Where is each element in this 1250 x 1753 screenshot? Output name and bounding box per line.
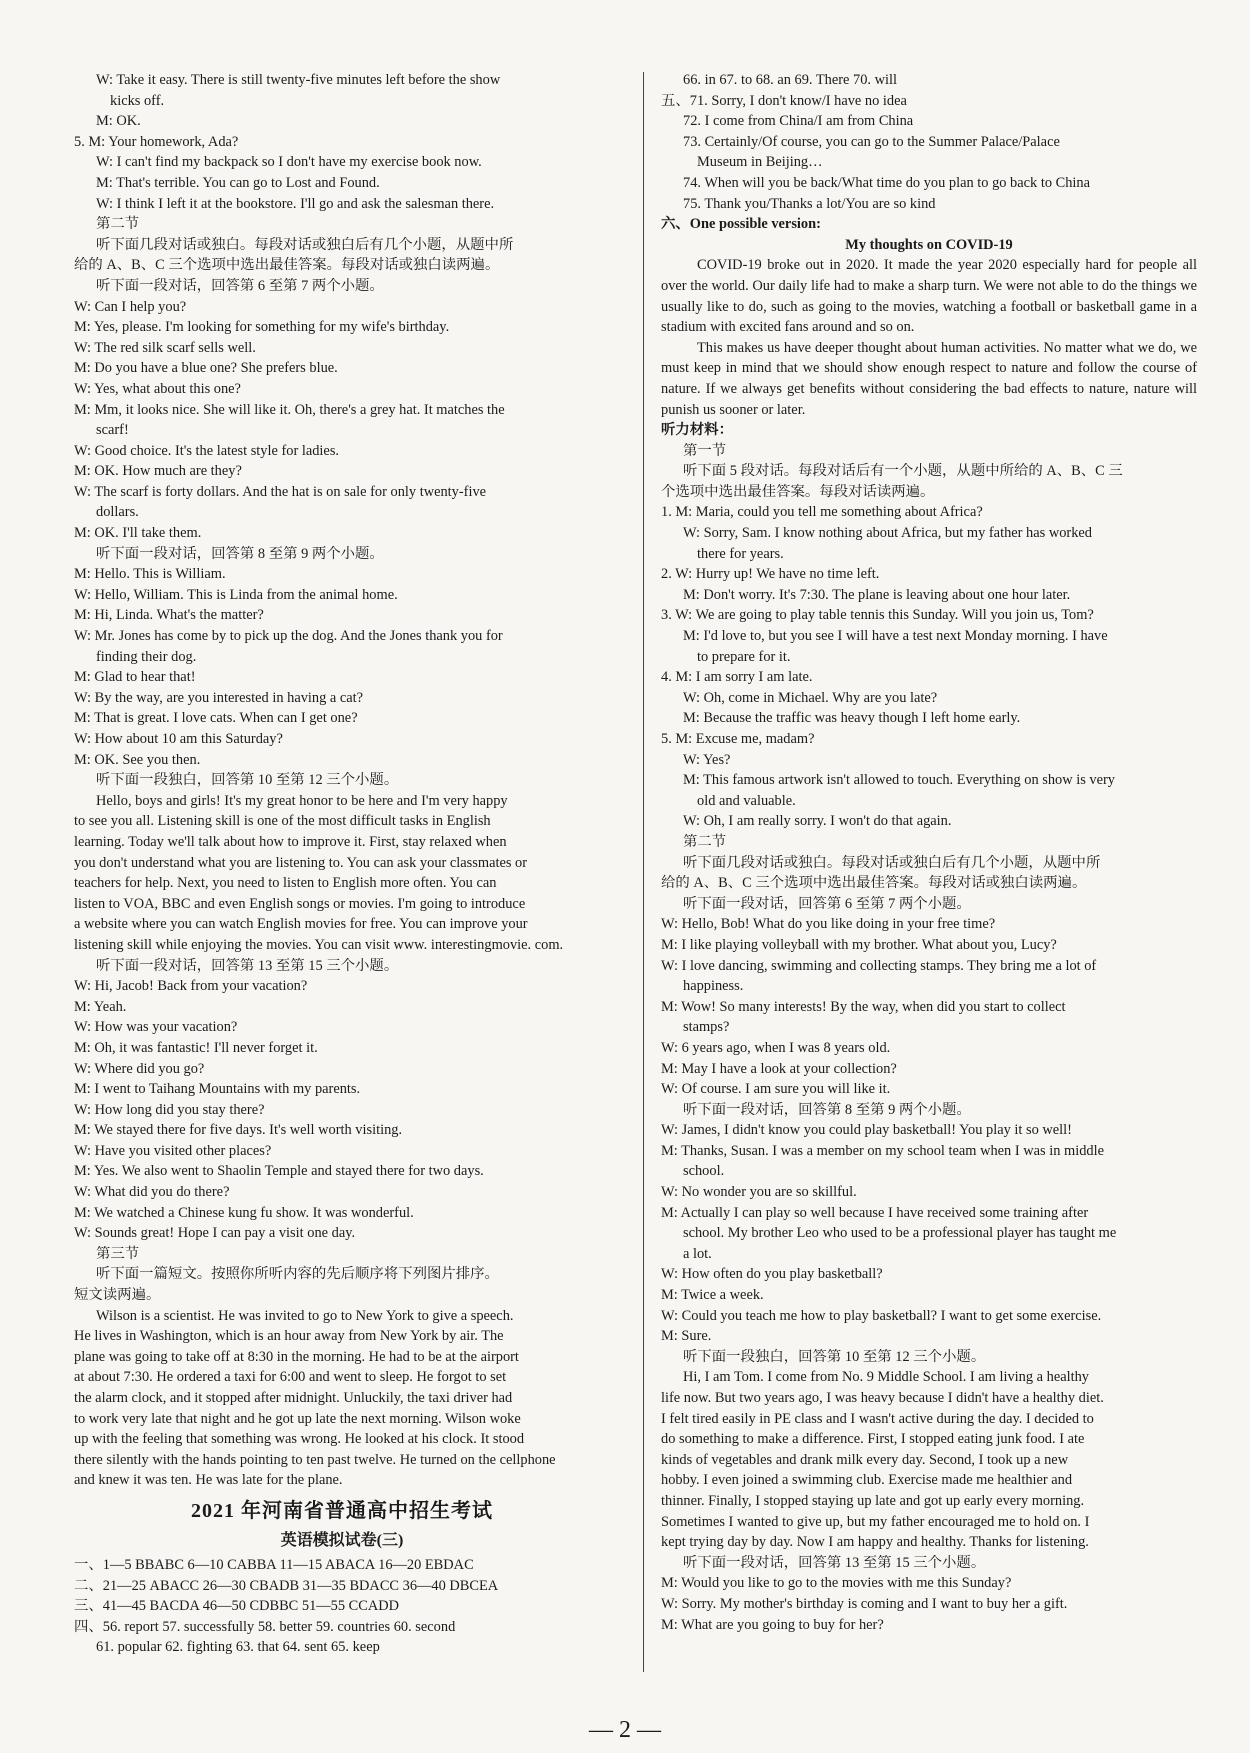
text-line: W: I think I left it at the bookstore. I'll go and ask the salesman there. — [96, 195, 495, 212]
text-line: hobby. I even joined a swimming club. Exercise made me healthier and — [661, 1472, 1073, 1489]
text-line: M: Sure. — [661, 1328, 712, 1345]
text-line: 2. W: Hurry up! We have no time left. — [661, 566, 880, 583]
text-line: stamps? — [683, 1019, 730, 1036]
text-line: 听下面几段对话或独白。每段对话或独白后有几个小题，从题中所 — [683, 854, 1101, 871]
text-line: W: Hi, Jacob! Back from your vacation? — [74, 978, 308, 995]
text-line: M: OK. How much are they? — [74, 463, 242, 480]
text-line: 第二节 — [96, 216, 140, 233]
text-line: M: OK. See you then. — [74, 751, 201, 768]
text-line: 61. popular 62. fighting 63. that 64. sent 65. keep — [96, 1639, 380, 1656]
text-line: W: Sorry. My mother's birthday is coming and I want to buy her a gift. — [661, 1595, 1068, 1612]
right-top-lines — [661, 70, 1197, 235]
text-line: dollars. — [96, 504, 139, 521]
text-line: M: Hi, Linda. What's the matter? — [74, 607, 264, 624]
exam-title: 2021 年河南省普通高中招生考试 — [191, 1499, 493, 1522]
text-line: kept trying day by day. Now I am happy and healthy. Thanks for listening. — [661, 1534, 1089, 1551]
text-line: W: Have you visited other places? — [74, 1142, 272, 1159]
text-line: W: How about 10 am this Saturday? — [74, 731, 283, 747]
text-line: M: Hello. This is William. — [74, 566, 226, 583]
text-line: W: Could you teach me how to play basketball? I want to get some exercise. — [661, 1307, 1102, 1324]
text-line: M: We stayed there for five days. It's well worth visiting. — [74, 1122, 403, 1139]
essay-title: My thoughts on COVID-19 — [845, 236, 1013, 253]
text-line: school. My brother Leo who used to be a professional player has taught me — [683, 1225, 1117, 1242]
text-line: kicks off. — [110, 92, 165, 109]
text-line: up with the feeling that something was wrong. He looked at his clock. It stood — [74, 1431, 525, 1448]
text-line: W: Yes, what about this one? — [74, 380, 241, 397]
text-line: M: OK. — [96, 113, 141, 130]
text-line: M: Twice a week. — [661, 1287, 764, 1304]
text-line: 四、56. report 57. successfully 58. better 59. countries 60. second — [74, 1618, 456, 1635]
text-line: listening skill while enjoying the movies. You can visit www. interestingmovie. com. — [74, 936, 564, 953]
text-line: W: The scarf is forty dollars. And the hat is on sale for only twenty-five — [74, 483, 487, 500]
text-line: and knew it was ten. He was late for the plane. — [74, 1472, 343, 1489]
text-line: a lot. — [683, 1245, 712, 1262]
text-line: happiness. — [683, 978, 744, 995]
text-line: there silently with the hands pointing to ten past twelve. He turned on the cellphone — [74, 1451, 556, 1468]
text-line: old and valuable. — [697, 792, 796, 809]
text-line: M: OK. I'll take them. — [74, 525, 202, 542]
text-line: 第三节 — [96, 1245, 140, 1262]
text-line: 73. Certainly/Of course, you can go to the Summer Palace/Palace — [683, 133, 1060, 150]
text-line: W: Mr. Jones has come by to pick up the dog. And the Jones thank you for — [74, 628, 503, 645]
right-bottom-lines — [661, 420, 1197, 1635]
text-line: M: Glad to hear that! — [74, 669, 196, 686]
text-line: 75. Thank you/Thanks a lot/You are so kind — [683, 195, 936, 212]
essay-paragraph-2: This makes us have deeper thought about human activities. No matter what we do, we must keep in mind that we should show enough respect to nature and follow the course of nature. If we always get benefits without considering the bad effects to nature, nature will punish us sooner or later. — [661, 339, 1197, 418]
text-line: to see you all. Listening skill is one of the most difficult tasks in English — [74, 813, 491, 830]
text-line: learning. Today we'll talk about how to improve it. First, stay relaxed when — [74, 833, 507, 850]
text-line: 听下面一段对话，回答第 8 至第 9 两个小题。 — [683, 1101, 971, 1118]
text-line: 听下面一段独白，回答第 10 至第 12 三个小题。 — [96, 772, 399, 789]
text-line: scarf! — [96, 422, 129, 439]
essay-paragraph-1: COVID-19 broke out in 2020. It made the year 2020 especially hard for people all over the world. Our daily life had to make a sharp turn. We were not able to do the things we usually like to do, such as going to the movies, watching a football or basketball game in a stadium with excited fans around and so on. — [661, 257, 1197, 336]
text-line: M: May I have a look at your collection? — [661, 1060, 897, 1077]
text-line: 听下面一段对话，回答第 13 至第 15 三个小题。 — [683, 1554, 986, 1571]
text-line: W: I love dancing, swimming and collecting stamps. They bring me a lot of — [661, 957, 1097, 974]
text-line: M: Mm, it looks nice. She will like it. Oh, there's a grey hat. It matches the — [74, 401, 505, 418]
text-line: Hi, I am Tom. I come from No. 9 Middle School. I am living a healthy — [683, 1369, 1089, 1386]
text-line: there for years. — [697, 545, 784, 562]
text-line: thinner. Finally, I stopped staying up late and got up early every morning. — [661, 1492, 1085, 1509]
text-line: 72. I come from China/I am from China — [683, 113, 914, 130]
text-line: 5. M: Excuse me, madam? — [661, 731, 815, 747]
text-line: M: Because the traffic was heavy though I left home early. — [683, 710, 1021, 727]
text-line: M: Do you have a blue one? She prefers blue. — [74, 360, 338, 377]
text-line: W: How was your vacation? — [74, 1019, 238, 1036]
exam-subtitle: 英语模拟试卷(三) — [280, 1531, 404, 1549]
left-column — [74, 70, 610, 1658]
text-line: school. — [683, 1163, 725, 1180]
text-line: M: Oh, it was fantastic! I'll never forget it. — [74, 1039, 318, 1056]
text-line: kinds of vegetables and drank milk every day. Second, I took up a new — [661, 1451, 1069, 1468]
text-line: W: The red silk scarf sells well. — [74, 339, 256, 356]
text-line: 听力材料： — [661, 422, 733, 439]
text-line: finding their dog. — [96, 648, 197, 665]
text-line: M: Actually I can play so well because I have received some training after — [661, 1204, 1089, 1221]
text-line: listen to VOA, BBC and even English songs or movies. I'm going to introduce — [74, 895, 526, 912]
text-line: 听下面一段对话，回答第 6 至第 7 两个小题。 — [683, 895, 971, 912]
text-line: W: 6 years ago, when I was 8 years old. — [661, 1039, 891, 1056]
text-line: teachers for help. Next, you need to listen to English more often. You can — [74, 875, 497, 892]
text-line: I felt tired easily in PE class and I wasn't active during the day. I decided to — [661, 1410, 1094, 1427]
text-line: W: How often do you play basketball? — [661, 1266, 883, 1283]
text-line: W: Of course. I am sure you will like it. — [661, 1081, 891, 1098]
text-line: Sometimes I wanted to give up, but my father encouraged me to hold on. I — [661, 1513, 1090, 1530]
text-line: you don't understand what you are listening to. You can ask your classmates or — [74, 854, 528, 871]
right-column — [661, 70, 1197, 1635]
text-line: M: Would you like to go to the movies with me this Sunday? — [661, 1575, 1012, 1592]
text-line: 1. M: Maria, could you tell me something about Africa? — [661, 504, 983, 521]
text-line: W: Hello, Bob! What do you like doing in your free time? — [661, 916, 996, 933]
text-line: M: We watched a Chinese kung fu show. It was wonderful. — [74, 1204, 414, 1221]
text-line: the alarm clock, and it stopped after midnight. Unluckily, the taxi driver had — [74, 1390, 513, 1406]
text-line: 听下面一段对话，回答第 6 至第 7 两个小题。 — [96, 277, 384, 294]
text-line: W: James, I didn't know you could play basketball! You play it so well! — [661, 1122, 1072, 1139]
text-line: 一、1—5 BBABC 6—10 CABBA 11—15 ABACA 16—20 EBDAC — [74, 1556, 474, 1573]
text-line: M: That's terrible. You can go to Lost and Found. — [96, 174, 380, 191]
text-line: W: Can I help you? — [74, 298, 187, 315]
text-line: He lives in Washington, which is an hour away from New York by air. The — [74, 1328, 504, 1345]
text-line: 3. W: We are going to play table tennis this Sunday. Will you join us, Tom? — [661, 607, 1094, 624]
text-line: to work very late that night and he got up late the next morning. Wilson woke — [74, 1410, 521, 1427]
text-line: 听下面一段对话，回答第 13 至第 15 三个小题。 — [96, 957, 399, 974]
text-line: at about 7:30. He ordered a taxi for 6:00 and went to sleep. He forgot to set — [74, 1369, 507, 1386]
text-line: M: I'd love to, but you see I will have a test next Monday morning. I have — [683, 628, 1108, 645]
text-line: M: That is great. I love cats. When can I get one? — [74, 710, 358, 727]
text-line: 五、71. Sorry, I don't know/I have no idea — [661, 92, 907, 109]
text-line: do something to make a difference. First, I stopped eating junk food. I ate — [661, 1431, 1085, 1448]
text-line: Wilson is a scientist. He was invited to go to New York to give a speech. — [96, 1307, 514, 1324]
text-line: W: Sorry, Sam. I know nothing about Africa, but my father has worked — [683, 525, 1092, 542]
text-line: W: Where did you go? — [74, 1060, 205, 1077]
text-line: M: I like playing volleyball with my brother. What about you, Lucy? — [661, 936, 1057, 953]
text-line: life now. But two years ago, I was heavy because I didn't have a healthy diet. — [661, 1390, 1104, 1406]
page-number: — 2 — — [589, 1717, 661, 1743]
text-line: M: I went to Taihang Mountains with my parents. — [74, 1081, 361, 1098]
text-line: 听下面一篇短文。按照你所听内容的先后顺序将下列图片排序。 — [96, 1266, 499, 1283]
text-line: M: Yes. We also went to Shaolin Temple and stayed there for two days. — [74, 1163, 484, 1180]
text-line: M: Yeah. — [74, 998, 127, 1015]
text-line: M: Yes, please. I'm looking for something for my wife's birthday. — [74, 319, 450, 336]
text-line: W: What did you do there? — [74, 1184, 230, 1201]
text-line: W: Yes? — [683, 751, 731, 768]
text-line: W: Oh, I am really sorry. I won't do that again. — [683, 813, 952, 830]
text-line: 4. M: I am sorry I am late. — [661, 669, 813, 686]
text-line: W: No wonder you are so skillful. — [661, 1184, 857, 1201]
text-line: 听下面几段对话或独白。每段对话或独白后有几个小题，从题中所 — [96, 236, 514, 253]
text-line: 听下面一段对话，回答第 8 至第 9 两个小题。 — [96, 545, 384, 562]
text-line: a website where you can watch English movies for free. You can improve your — [74, 916, 528, 933]
text-line: W: I can't find my backpack so I don't have my exercise book now. — [96, 154, 482, 171]
text-line: W: Hello, William. This is Linda from the animal home. — [74, 586, 398, 603]
text-line: 给的 A、B、C 三个选项中选出最佳答案。每段对话或独白读两遍。 — [661, 875, 1087, 892]
text-line: 短文读两遍。 — [74, 1287, 161, 1304]
text-line: W: By the way, are you interested in having a cat? — [74, 689, 364, 706]
text-line: M: Don't worry. It's 7:30. The plane is leaving about one hour later. — [683, 586, 1071, 603]
text-line: Hello, boys and girls! It's my great honor to be here and I'm very happy — [96, 792, 508, 809]
column-divider — [643, 72, 644, 1672]
text-line: 给的 A、B、C 三个选项中选出最佳答案。每段对话或独白读两遍。 — [74, 257, 500, 274]
left-lines — [74, 70, 610, 1491]
text-line: M: Wow! So many interests! By the way, when did you start to collect — [661, 998, 1066, 1015]
text-line: 5. M: Your homework, Ada? — [74, 133, 239, 150]
text-line: to prepare for it. — [697, 648, 791, 665]
text-line: M: What are you going to buy for her? — [661, 1616, 884, 1633]
text-line: W: Good choice. It's the latest style for ladies. — [74, 442, 340, 459]
text-line: M: This famous artwork isn't allowed to touch. Everything on show is very — [683, 772, 1115, 789]
text-line: 二、21—25 ABACC 26—30 CBADB 31—35 BDACC 36—40 DBCEA — [74, 1577, 499, 1594]
text-line: 三、41—45 BACDA 46—50 CDBBC 51—55 CCADD — [74, 1598, 400, 1615]
text-line: W: How long did you stay there? — [74, 1101, 265, 1118]
text-line: plane was going to take off at 8:30 in the morning. He had to be at the airport — [74, 1348, 519, 1365]
text-line: 听下面一段独白，回答第 10 至第 12 三个小题。 — [683, 1348, 986, 1365]
text-line: 第二节 — [683, 833, 727, 850]
text-line: Museum in Beijing… — [697, 154, 823, 171]
text-line: 74. When will you be back/What time do you plan to go back to China — [683, 174, 1090, 191]
text-line: 66. in 67. to 68. an 69. There 70. will — [683, 72, 897, 88]
text-line: W: Sounds great! Hope I can pay a visit one day. — [74, 1225, 356, 1242]
text-line: W: Oh, come in Michael. Why are you late? — [683, 689, 938, 706]
text-line: 个选项中选出最佳答案。每段对话读两遍。 — [661, 483, 935, 500]
text-line: 六、One possible version: — [661, 216, 821, 233]
answer-lines — [74, 1555, 610, 1658]
text-line: M: Thanks, Susan. I was a member on my school team when I was in middle — [661, 1142, 1104, 1159]
text-line: W: Take it easy. There is still twenty-five minutes left before the show — [96, 72, 501, 88]
text-line: 听下面 5 段对话。每段对话后有一个小题，从题中所给的 A、B、C 三 — [683, 463, 1123, 480]
text-line: 第一节 — [683, 442, 727, 459]
